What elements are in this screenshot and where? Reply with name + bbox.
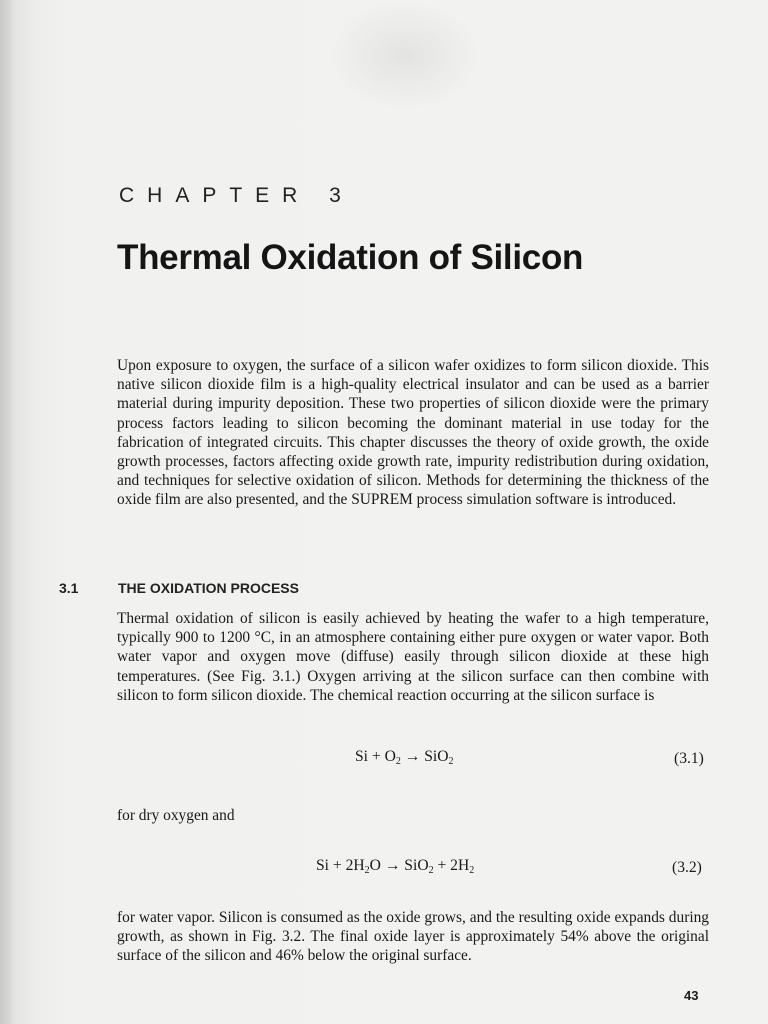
between-equations-text: for dry oxygen and — [117, 807, 235, 824]
page-number: 43 — [684, 988, 699, 1003]
bleed-through-shadow — [330, 0, 480, 110]
section-heading: THE OXIDATION PROCESS — [118, 580, 299, 596]
equation-number-3-2: (3.2) — [672, 859, 702, 876]
section-paragraph-1: Thermal oxidation of silicon is easily achieved by heating the wafer to a high temperature, typically 900 to 1200 °C, in an atmosphere containing either pure oxygen or water vapor. Both water vapor and oxygen move (diffuse) easily through silicon dioxide at these high temperatures. (See Fig. 3.1.) Oxygen arriving at the silicon surface can then combine with silicon to form silicon dioxide. The chemical reaction occurring at the silicon surface is — [117, 610, 709, 704]
section-paragraph-2: for water vapor. Silicon is consumed as the oxide grows, and the resulting oxide expands during growth, as shown in Fig. 3.2. The final oxide layer is approximately 54% above the original surface of the silicon and 46% below the original surface. — [117, 909, 709, 965]
intro-paragraph: Upon exposure to oxygen, the surface of a silicon wafer oxidizes to form silicon dioxide. This native silicon dioxide film is a high-quality electrical insulator and can be used as a barrier material during impurity deposition. These two properties of silicon dioxide were the primary process factors leading to silicon becoming the dominant material in use today for the fabrication of integrated circuits. This chapter discusses the theory of oxide growth, the oxide growth processes, factors affecting oxide growth rate, impurity redistribution during oxidation, and techniques for selective oxidation of silicon. Methods for determining the thickness of the oxide film are also presented, and the SUPREM process simulation software is introduced. — [117, 357, 709, 509]
equation-number-3-1: (3.1) — [674, 750, 704, 767]
section-number: 3.1 — [59, 580, 79, 596]
equation-3-2: $Si + 2H_2O \to SiO_2 + 2H_2$ — [316, 857, 475, 876]
chapter-title: Thermal Oxidation of Silicon — [117, 238, 584, 277]
equation-3-1: $Si + O_2 \to SiO_2$ — [355, 748, 454, 767]
chapter-label: CHAPTER 3 — [119, 184, 354, 207]
